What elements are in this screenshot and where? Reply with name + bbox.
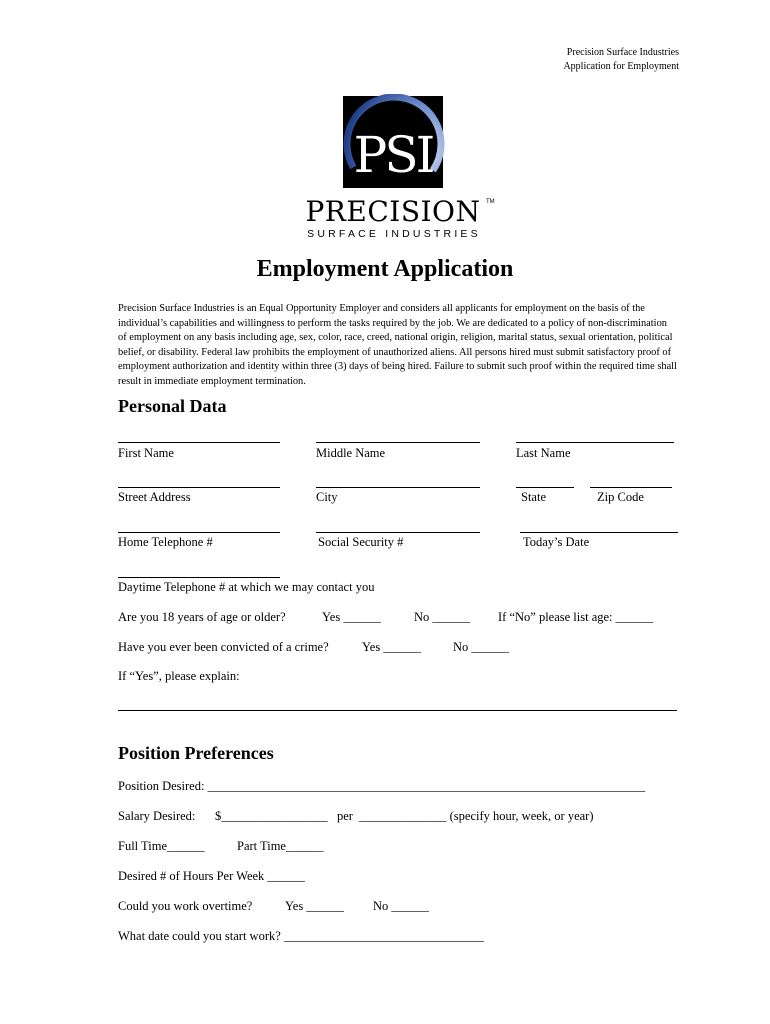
- overtime-question: Could you work overtime?: [118, 899, 253, 913]
- explain-field[interactable]: [118, 710, 677, 711]
- first-name-field[interactable]: [118, 442, 280, 443]
- logo-tm: TM: [486, 199, 495, 205]
- desired-hours-field[interactable]: Desired # of Hours Per Week ______: [118, 869, 305, 883]
- age-question: Are you 18 years of age or older?: [118, 610, 286, 624]
- age-yes-field[interactable]: Yes ______: [322, 610, 381, 624]
- middle-name-label: Middle Name: [316, 446, 386, 460]
- full-time-field[interactable]: Full Time______: [118, 839, 205, 853]
- state-label: State: [521, 490, 546, 504]
- header-doc-type: Application for Employment: [563, 61, 679, 72]
- home-telephone-label: Home Telephone #: [118, 535, 213, 549]
- city-label: City: [316, 490, 338, 504]
- state-field[interactable]: [516, 487, 574, 488]
- daytime-telephone-field[interactable]: [118, 577, 280, 578]
- explain-label: If “Yes”, please explain:: [118, 669, 240, 683]
- salary-amount-field[interactable]: $_________________: [215, 809, 328, 823]
- logo-wordmark: PRECISION: [305, 195, 481, 228]
- personal-data-heading: Personal Data: [118, 396, 227, 416]
- crime-question: Have you ever been convicted of a crime?: [118, 640, 329, 654]
- street-address-label: Street Address: [118, 490, 191, 504]
- start-date-field[interactable]: What date could you start work? ________________________________: [118, 929, 484, 943]
- todays-date-field[interactable]: [520, 532, 678, 533]
- street-address-field[interactable]: [118, 487, 280, 488]
- position-preferences-heading: Position Preferences: [118, 743, 274, 763]
- last-name-label: Last Name: [516, 446, 571, 460]
- logo-mark-text: PSI: [353, 126, 433, 184]
- crime-yes-field[interactable]: Yes ______: [362, 640, 421, 654]
- social-security-label: Social Security #: [318, 535, 404, 549]
- overtime-yes-field[interactable]: Yes ______: [285, 899, 344, 913]
- salary-unit-field[interactable]: ______________ (specify hour, week, or year): [359, 809, 594, 823]
- age-no-field[interactable]: No ______: [414, 610, 470, 624]
- psi-logo-icon: [300, 94, 500, 240]
- last-name-field[interactable]: [516, 442, 674, 443]
- overtime-no-field[interactable]: No ______: [373, 899, 429, 913]
- crime-no-field[interactable]: No ______: [453, 640, 509, 654]
- zip-code-field[interactable]: [590, 487, 672, 488]
- age-if-no-field[interactable]: If “No” please list age: ______: [498, 610, 654, 624]
- header-company: Precision Surface Industries: [566, 47, 679, 58]
- page-title: Employment Application: [256, 256, 514, 282]
- position-desired-field[interactable]: Position Desired: ______________________________________________________________________: [118, 779, 646, 793]
- todays-date-label: Today’s Date: [523, 535, 590, 549]
- zip-code-label: Zip Code: [597, 490, 644, 504]
- salary-per-label: per: [337, 809, 353, 823]
- part-time-field[interactable]: Part Time______: [237, 839, 324, 853]
- home-telephone-field[interactable]: [118, 532, 280, 533]
- middle-name-field[interactable]: [316, 442, 480, 443]
- social-security-field[interactable]: [316, 532, 480, 533]
- daytime-telephone-label: Daytime Telephone # at which we may contact you: [118, 580, 375, 594]
- eeo-statement: Precision Surface Industries is an Equal Opportunity Employer and considers all applicants for employment on the basis of the individual’s capabilities and willingness to perform the tasks required by the job. We are dedicated to a policy of non-discrimination of employment on any basis including age, sex, color, race, creed, national origin, religion, marital status, sexual orientation, political belief, or disability. Federal law prohibits the employment of unauthorized aliens. All persons hired must submit satisfactory proof of employment authorization and identity within three (3) days of being hired. Failure to submit such proof within the required time shall result in immediate employment termination.: [118, 303, 677, 387]
- logo-tagline: SURFACE INDUSTRIES: [307, 228, 481, 240]
- city-field[interactable]: [316, 487, 480, 488]
- company-logo: [300, 94, 500, 240]
- salary-desired-label: Salary Desired:: [118, 809, 196, 823]
- first-name-label: First Name: [118, 446, 174, 460]
